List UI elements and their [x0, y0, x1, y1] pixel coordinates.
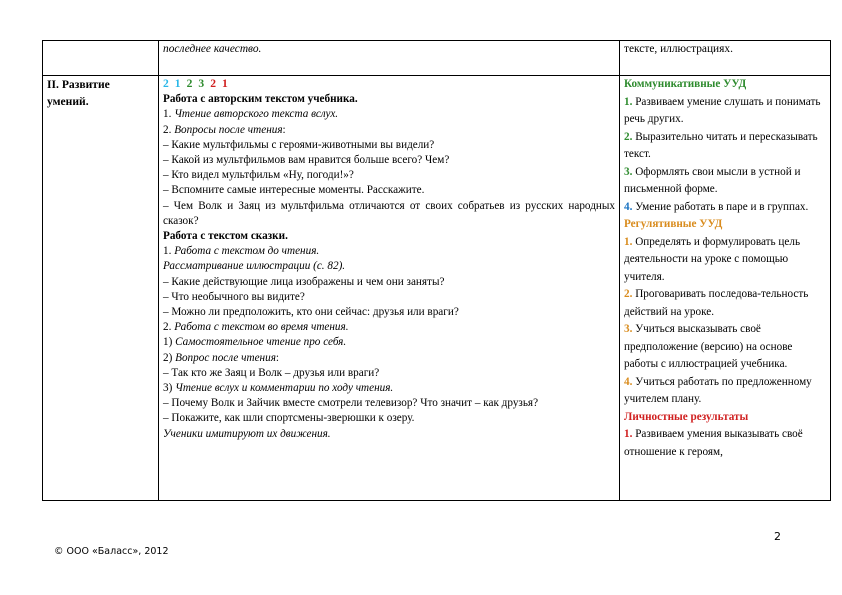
item-text-tail: :	[282, 123, 286, 136]
uud-item	[624, 129, 826, 164]
item-text: Выразительно читать и пересказывать текст.	[624, 130, 818, 160]
stage-cell	[43, 76, 159, 501]
slide-number: 2	[186, 77, 193, 90]
question: – Какие мультфильмы с героями-животными вы видели?	[163, 138, 435, 151]
stage-title: II. Развитие умений.	[47, 78, 110, 108]
lesson-table	[42, 40, 831, 501]
item-number: 1.	[163, 245, 175, 258]
continued-text: тексте, иллюстрациях.	[624, 43, 733, 55]
item-number: 2.	[163, 123, 175, 136]
list-item	[163, 351, 615, 366]
uud-item	[624, 286, 826, 321]
item-text: Чтение авторского текста вслух.	[174, 108, 339, 121]
item-text: Учиться высказывать своё предположение (версию) на основе работы с иллюстрацией учебника.	[624, 323, 793, 370]
item-text: Развиваем умение слушать и понимать речь других.	[624, 95, 821, 125]
item-text: Вопросы после чтения	[174, 123, 283, 136]
item-number: 3.	[624, 165, 633, 178]
content-cell	[159, 41, 620, 76]
item-number: 2.	[163, 321, 175, 334]
item-text-tail: :	[275, 351, 280, 364]
item-text: Учиться работать по предложенному учителем плану.	[624, 375, 812, 405]
list-item	[163, 107, 615, 122]
item-number: 1.	[624, 428, 633, 440]
uud-cell	[620, 41, 831, 76]
item-text: Самостоятельное чтение про себя.	[175, 336, 347, 349]
uud-item	[624, 374, 826, 409]
item-number: 4.	[624, 200, 633, 213]
page-number: 2	[774, 530, 781, 543]
item-number: 4.	[624, 375, 633, 388]
continued-text: последнее качество.	[163, 43, 262, 55]
item-text: Умение работать в паре и в группах.	[632, 200, 809, 213]
item-number: 2.	[624, 130, 633, 143]
item-number: 1)	[163, 336, 176, 349]
question: – Вспомните самые интересные моменты. Расскажите.	[163, 184, 425, 197]
item-text: Вопрос после чтения	[175, 351, 276, 364]
question: – Что необычного вы видите?	[163, 290, 305, 303]
uud-item	[624, 164, 826, 199]
item-text: Работа с текстом во время чтения.	[174, 321, 349, 334]
content-cell	[159, 76, 620, 501]
uud-heading-communicative: Коммуникативные УУД	[624, 78, 747, 90]
footer-copyright: © ООО «Баласс», 2012	[54, 546, 169, 557]
uud-cell	[620, 76, 831, 501]
item-text: Проговаривать последова-тельность действий на уроке.	[624, 288, 809, 318]
question: – Какие действующие лица изображены и чем они заняты?	[163, 275, 445, 288]
item-number: 3)	[163, 382, 176, 395]
table-row	[43, 76, 831, 501]
list-item	[163, 320, 615, 335]
slide-number: 3	[198, 77, 205, 90]
item-text: Чтение вслух и комментарии по ходу чтения.	[175, 382, 394, 395]
stage-cell	[43, 41, 159, 76]
uud-item	[624, 94, 826, 129]
question: – Чем Волк и Заяц из мультфильма отличаются от своих собратьев из русских народных сказок?	[163, 199, 615, 227]
item-text: Определять и формулировать цель деятельности на уроке с помощью учителя.	[624, 235, 801, 283]
question: – Так кто же Заяц и Волк – друзья или враги?	[163, 366, 380, 379]
slide-number: 1	[221, 77, 228, 90]
uud-item	[624, 426, 826, 461]
list-item	[163, 244, 615, 259]
question: – Можно ли предположить, кто они сейчас: друзья или враги?	[163, 306, 459, 319]
slide-number: 1	[174, 77, 181, 90]
section-heading: Работа с авторским текстом учебника.	[163, 93, 358, 106]
item-number: 2.	[624, 288, 633, 300]
item-number: 1.	[624, 235, 633, 248]
list-item: Ученики имитируют их движения.	[163, 427, 331, 440]
item-text: Работа с текстом до чтения.	[174, 245, 320, 258]
table-row	[43, 41, 831, 76]
question: – Покажите, как шли спортсмены-зверюшки к озеру.	[163, 412, 415, 425]
slide-numbers	[163, 76, 615, 92]
list-item	[163, 381, 615, 396]
item-text: Развиваем умения выказывать своё отношение к героям,	[624, 428, 803, 458]
list-item	[163, 335, 615, 350]
section-heading: Работа с текстом сказки.	[163, 230, 288, 243]
uud-item	[624, 234, 826, 287]
uud-heading-regulatory: Регулятивные УУД	[624, 218, 723, 230]
list-item: Рассматривание иллюстрации (с. 82).	[163, 260, 346, 273]
item-text: Оформлять свои мысли в устной и письменной форме.	[624, 165, 801, 195]
item-number: 1.	[624, 95, 633, 108]
item-number: 1.	[163, 108, 175, 121]
item-number: 3.	[624, 323, 633, 335]
slide-number: 2	[163, 77, 169, 90]
question: – Какой из мультфильмов вам нравится больше всего? Чем?	[163, 154, 450, 167]
slide-number: 2	[210, 77, 216, 90]
uud-item	[624, 321, 826, 374]
item-number: 2)	[163, 351, 176, 364]
question: – Кто видел мультфильм «Ну, погоди!»?	[163, 169, 354, 182]
question: – Почему Волк и Зайчик вместе смотрели телевизор? Что значит – как друзья?	[163, 397, 539, 410]
list-item	[163, 123, 615, 138]
uud-item	[624, 199, 826, 217]
uud-heading-personal: Личностные результаты	[624, 410, 749, 423]
